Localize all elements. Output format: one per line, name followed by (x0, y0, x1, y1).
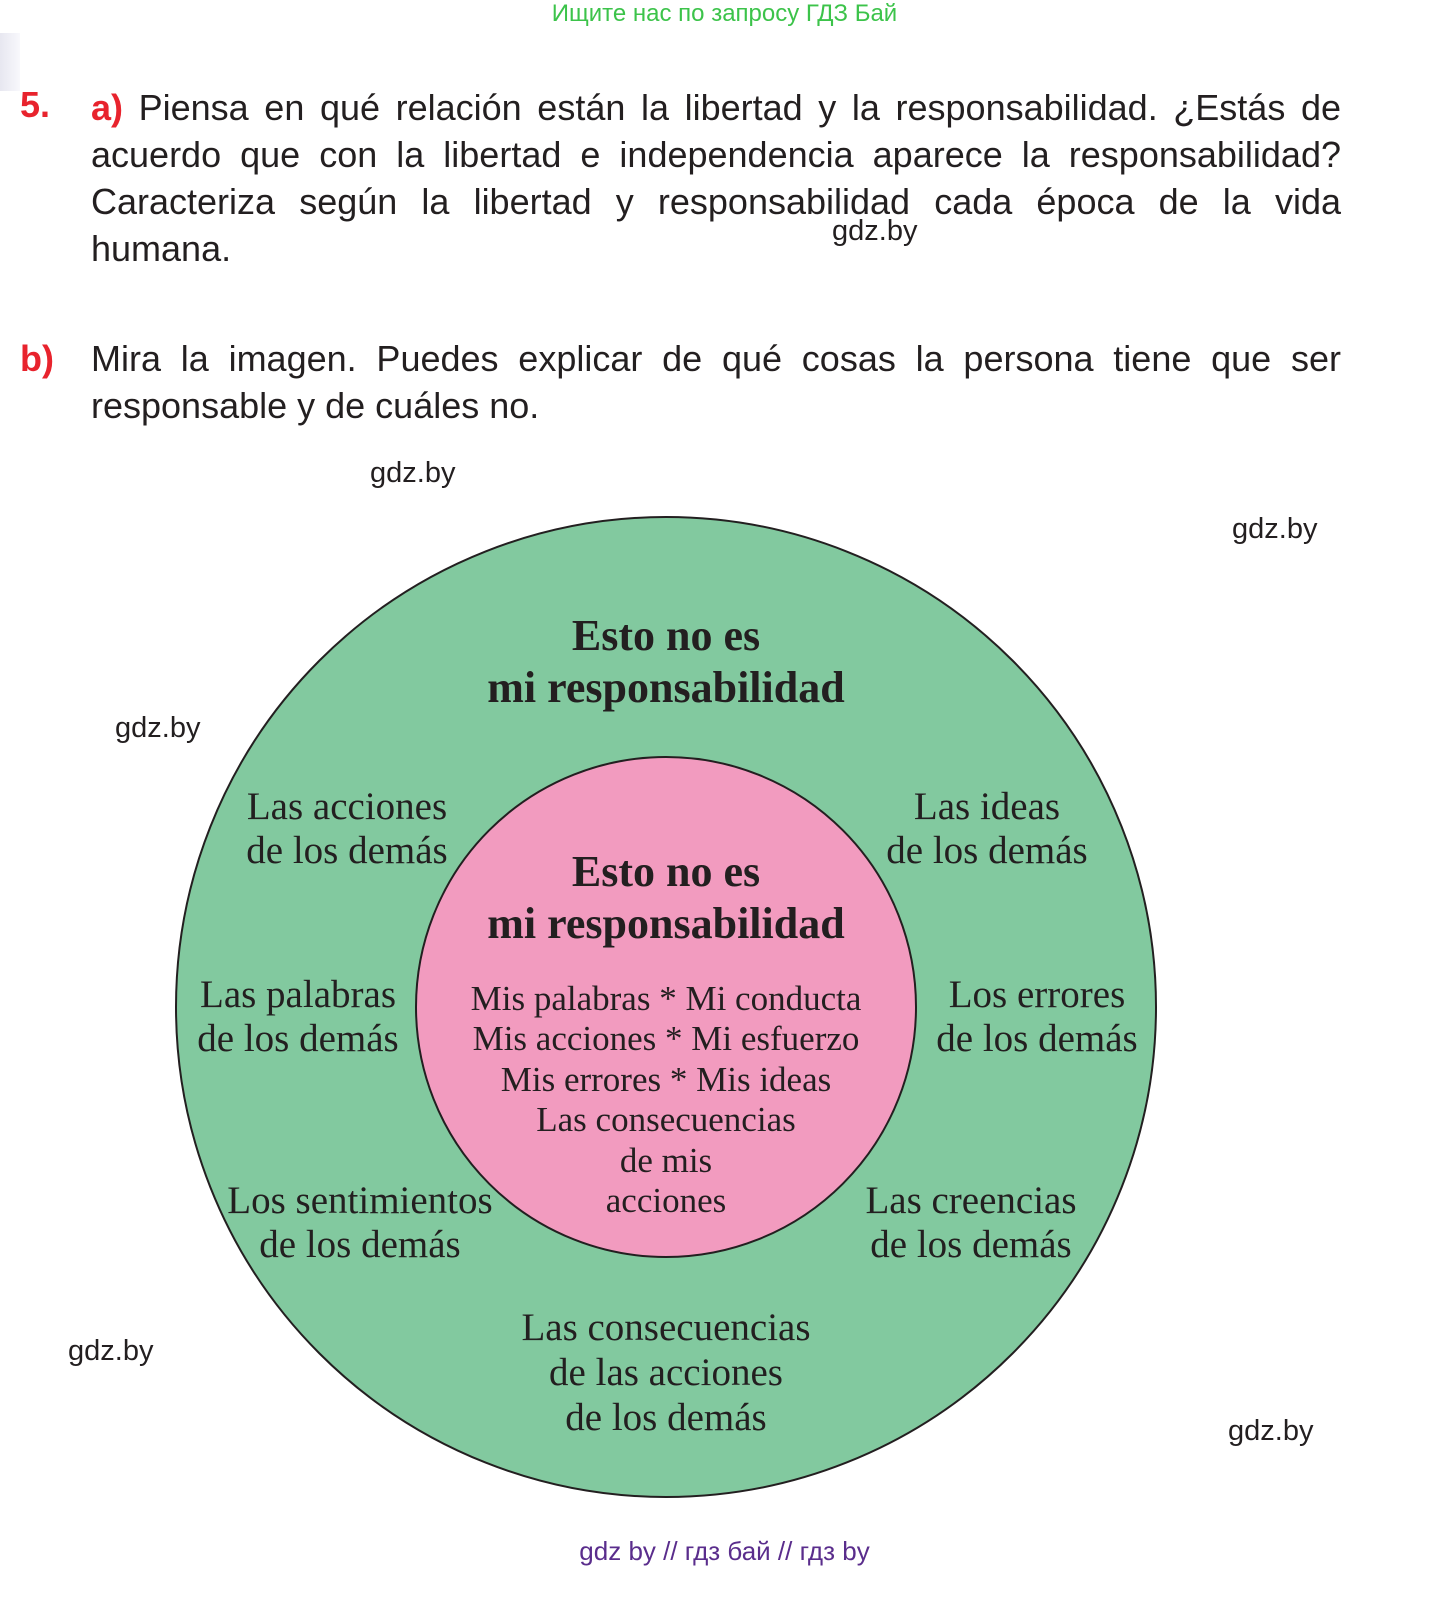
part-b-label: b) (20, 338, 54, 379)
outer-item-palabras: Las palabras (200, 973, 396, 1016)
watermark: gdz.by (115, 712, 201, 744)
inner-item: de mis (619, 1141, 713, 1180)
inner-title-line-1: Esto no es (571, 847, 761, 896)
exercise-number: 5. (20, 84, 51, 125)
part-a-text: Piensa en qué relación están la libertad y la responsabilidad. ¿Estás de acuerdo que con la libertad e independencia aparece la responsabilidad? Caracteriza según la libertad y responsabilidad cada época de la vida humana. (91, 87, 1341, 269)
outer-item-acciones: Las acciones (246, 785, 448, 828)
outer-item-acciones: de los demás (246, 829, 448, 872)
inner-item: Las consecuencias (536, 1100, 796, 1139)
footer-links[interactable]: gdz by // гдз бай // гдз by (579, 1536, 870, 1566)
outer-item-errores: de los demás (936, 1017, 1138, 1060)
inner-item: Mis errores * Mis ideas (500, 1060, 832, 1099)
outer-item-sentimientos: Los sentimientos (227, 1179, 493, 1222)
outer-item-errores: Los errores (948, 973, 1126, 1016)
outer-item-ideas: Las ideas (913, 785, 1061, 828)
outer-item-consecuencias: de los demás (565, 1396, 767, 1439)
outer-title-line-1: Esto no es (571, 611, 761, 660)
part-b-text: Mira la imagen. Puedes explicar de qué cosas la persona tiene que ser responsable y de cuáles no. (91, 338, 1341, 426)
inner-title-line-2: mi responsabilidad (487, 899, 845, 948)
watermark: gdz.by (832, 215, 918, 247)
outer-item-consecuencias: de las acciones (549, 1351, 783, 1394)
outer-item-sentimientos: de los demás (259, 1223, 461, 1266)
inner-item: Mis acciones * Mi esfuerzo (472, 1019, 860, 1058)
watermark: gdz.by (1228, 1415, 1314, 1447)
outer-item-creencias: Las creencias (865, 1179, 1077, 1222)
watermark: gdz.by (1232, 513, 1318, 545)
watermark: gdz.by (370, 457, 456, 489)
outer-item-consecuencias: Las consecuencias (521, 1306, 811, 1349)
part-a-label: a) (91, 87, 124, 128)
outer-item-creencias: de los demás (870, 1223, 1072, 1266)
search-banner[interactable]: Ищите нас по запросу ГДЗ Бай (551, 0, 898, 27)
inner-item: acciones (605, 1181, 727, 1220)
outer-title-line-2: mi responsabilidad (487, 663, 845, 712)
watermark: gdz.by (68, 1335, 154, 1367)
inner-item: Mis palabras * Mi conducta (470, 979, 862, 1018)
outer-item-ideas: de los demás (886, 829, 1088, 872)
outer-item-palabras: de los demás (197, 1017, 399, 1060)
